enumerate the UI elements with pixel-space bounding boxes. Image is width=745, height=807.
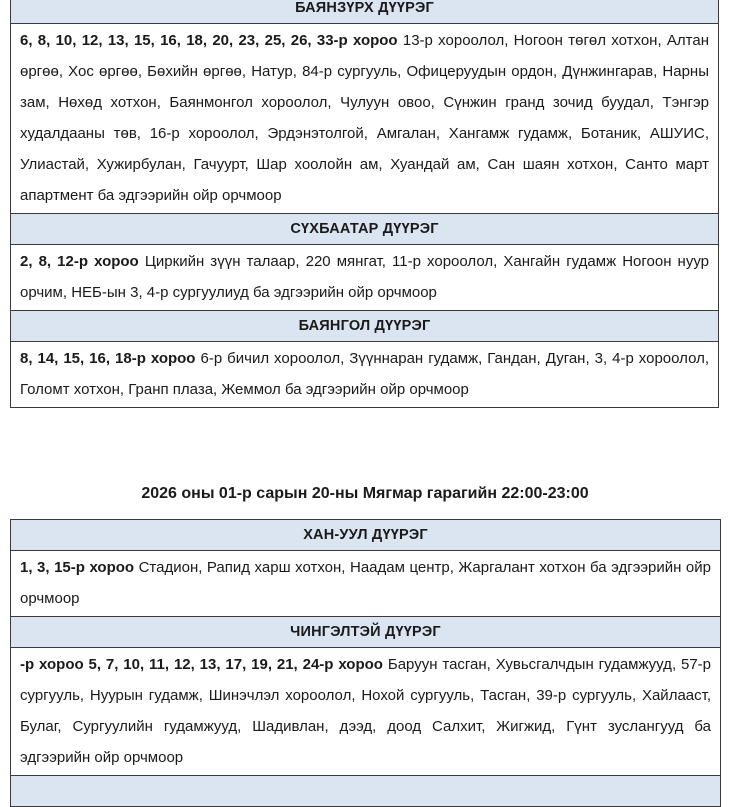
district-body-khan-uul <box>11 551 721 617</box>
area-list: 6-р бичил хороолол, Зүүннаран гудамж, Гандан, Дуган, 3, 4-р хороолол, Голомт хотхон, Гранп плаза, Жеммол ба эдгээрийн ойр орчмоор <box>20 350 710 398</box>
area-list: Стадион, Рапид харш хотхон, Наадам центр, Жаргалант хотхон ба эдгээрийн ойр орчмоор <box>20 559 711 607</box>
district-header-chingeltei: ЧИНГЭЛТЭЙ ДҮҮРЭГ <box>11 617 721 648</box>
district-header-bayangol: БАЯНГОЛ ДҮҮРЭГ <box>11 311 719 342</box>
district-header-bayanzurkh: БАЯНЗҮРХ ДҮҮРЭГ <box>11 0 719 24</box>
district-body-bayanzurkh <box>11 24 719 214</box>
khoroo-list: 1, 3, 15-р хороо <box>20 559 135 576</box>
schedule-table-1 <box>10 0 719 408</box>
khoroo-list: 8, 14, 15, 16, 18-р хороо <box>20 350 196 367</box>
khoroo-list: -р хороо 5, 7, 10, 11, 12, 13, 17, 19, 21, 24-р хороо <box>20 656 383 673</box>
area-list: Циркийн зүүн талаар, 220 мянгат, 11-р хороолол, Хангайн гудамж Ногоон нуур орчим, НЕБ-ын 3, 4-р сургуулиуд ба эдгээрийн ойр орчмоор <box>20 253 710 301</box>
schedule-date-heading: 2026 оны 01-р сарын 20-ны Мягмар гарагийн 22:00-23:00 <box>141 485 589 502</box>
district-header-khan-uul: ХАН-УУЛ ДҮҮРЭГ <box>11 520 721 551</box>
schedule-table-2 <box>10 519 721 807</box>
district-body-bayangol <box>11 342 719 408</box>
district-body-sukhbaatar <box>11 245 719 311</box>
khoroo-list: 6, 8, 10, 12, 13, 15, 16, 18, 20, 23, 25, 26, 33-р хороо <box>20 32 398 49</box>
khoroo-list: 2, 8, 12-р хороо <box>20 253 139 270</box>
district-header-next <box>11 776 721 807</box>
district-body-chingeltei <box>11 648 721 776</box>
district-header-sukhbaatar: СҮХБААТАР ДҮҮРЭГ <box>11 214 719 245</box>
area-list: Баруун тасган, Хувьсгалчдын гудамжууд, 57-р сургууль, Нуурын гудамж, Шинэчлэл хороолол, Нохой сургууль, Тасган, 39-р сургууль, Хайлааст, Булаг, Сургуулийн гудамжууд, Шадивлан, дээд, доод Салхит, Жигжид, Гүнт зуслангууд ба эдгээрийн ойр орчмоор <box>20 656 712 766</box>
area-list: 13-р хороолол, Ногоон төгөл хотхон, Алтан өргөө, Хос өргөө, Бөхийн өргөө, Натур, 84-р сургууль, Офицеруудын ордон, Дүнжингарав, Нарны зам, Нөхөд хотхон, Баянмонгол хороолол, Чулуун овоо, Сүнжин гранд зочид буудал, Тэнгэр худалдааны төв, 16-р хороолол, Эрдэнэтолгой, Амгалан, Хангамж гудамж, Ботаник, АШУИС, Улиастай, Хужирбулан, Гачуурт, Шар хоолойн ам, Хуандай ам, Сан шаян хотхон, Санто март апартмент ба эдгээрийн ойр орчмоор <box>20 32 709 204</box>
